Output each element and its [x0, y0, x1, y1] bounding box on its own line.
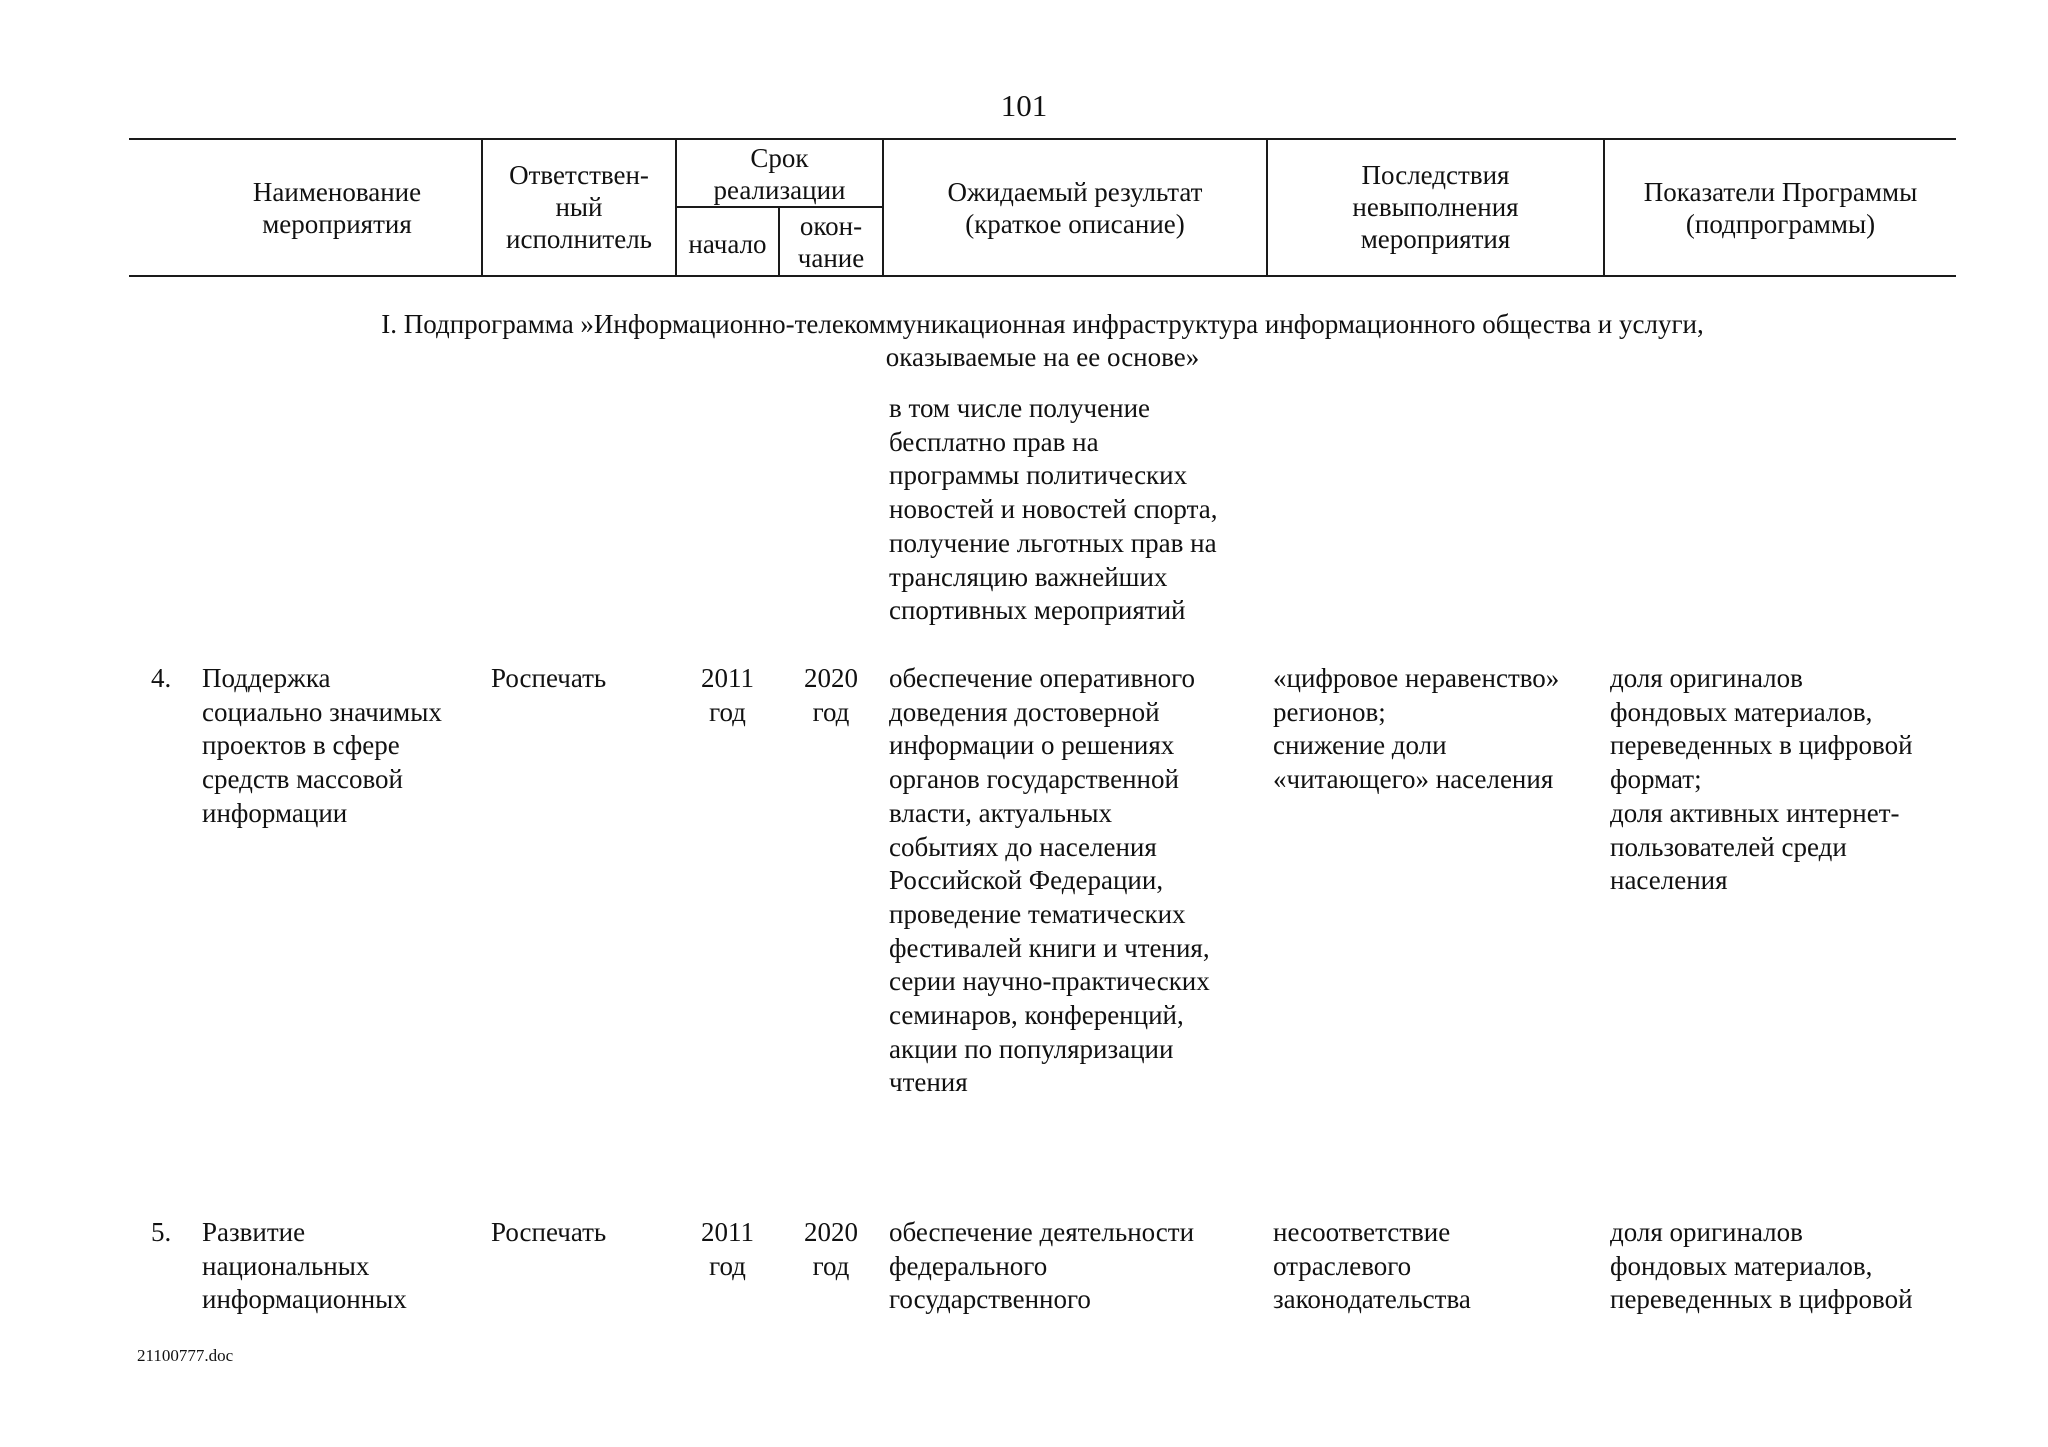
header-consequences: Последствия невыполнения мероприятия [1352, 160, 1519, 254]
header-start: начало [688, 229, 767, 259]
row-4-executor: Роспечать [491, 663, 607, 693]
row-5-number: 5. [151, 1217, 172, 1247]
header-period: Срок реализации [713, 143, 846, 205]
row-5-start: 2011 год [701, 1217, 754, 1281]
header-name: Наименование мероприятия [252, 177, 422, 239]
row-4-end: 2020 год [804, 663, 858, 727]
row-4-indicators: доля оригиналов фондовых материалов, переведенных в цифровой формат; доля активных интернет- пользователей среди населения [1610, 663, 1913, 896]
row-5-executor: Роспечать [491, 1217, 607, 1247]
row-5-name: Развитие национальных информационных [202, 1217, 407, 1315]
result-continuation: в том числе получение бесплатно прав на программы политических новостей и новостей спорта, получение льготных прав на трансляцию важнейших спортивных мероприятий [889, 393, 1218, 626]
period-subrule [676, 206, 882, 208]
section-title: I. Подпрограмма »Информационно-телекоммуникационная инфраструктура информационного общества и услуги, оказываемые на ее основе» [381, 309, 1704, 372]
row-5-indicators: доля оригиналов фондовых материалов, переведенных в цифровой [1610, 1217, 1913, 1315]
header-bottom-rule [129, 275, 1956, 277]
row-4-start: 2011 год [701, 663, 754, 727]
row-4-result: обеспечение оперативного доведения достоверной информации о решениях органов государственной власти, актуальных событиях до населения Российской Федерации, проведение тематических фестивалей книги и чтения, серии научно-практических семинаров, конференций, акции по популяризации чтения [889, 663, 1210, 1098]
header-executor: Ответствен- ный исполнитель [506, 160, 652, 254]
row-4-consequences: «цифровое неравенство» регионов; снижение доли «читающего» населения [1273, 663, 1560, 795]
page-number: 101 [1000, 88, 1048, 123]
row-4-number: 4. [151, 663, 172, 693]
header-end: окон- чание [797, 211, 865, 273]
header-result: Ожидаемый результат (краткое описание) [947, 177, 1203, 239]
row-5-consequences: несоответствие отраслевого законодательства [1273, 1217, 1471, 1315]
row-5-result: обеспечение деятельности федерального государственного [889, 1217, 1195, 1315]
footer-filename: 21100777.doc [137, 1346, 234, 1365]
header-indicators: Показатели Программы (подпрограммы) [1643, 177, 1918, 239]
header-top-rule [129, 138, 1956, 140]
row-4-name: Поддержка социально значимых проектов в сфере средств массовой информации [202, 663, 442, 828]
row-5-end: 2020 год [804, 1217, 858, 1281]
